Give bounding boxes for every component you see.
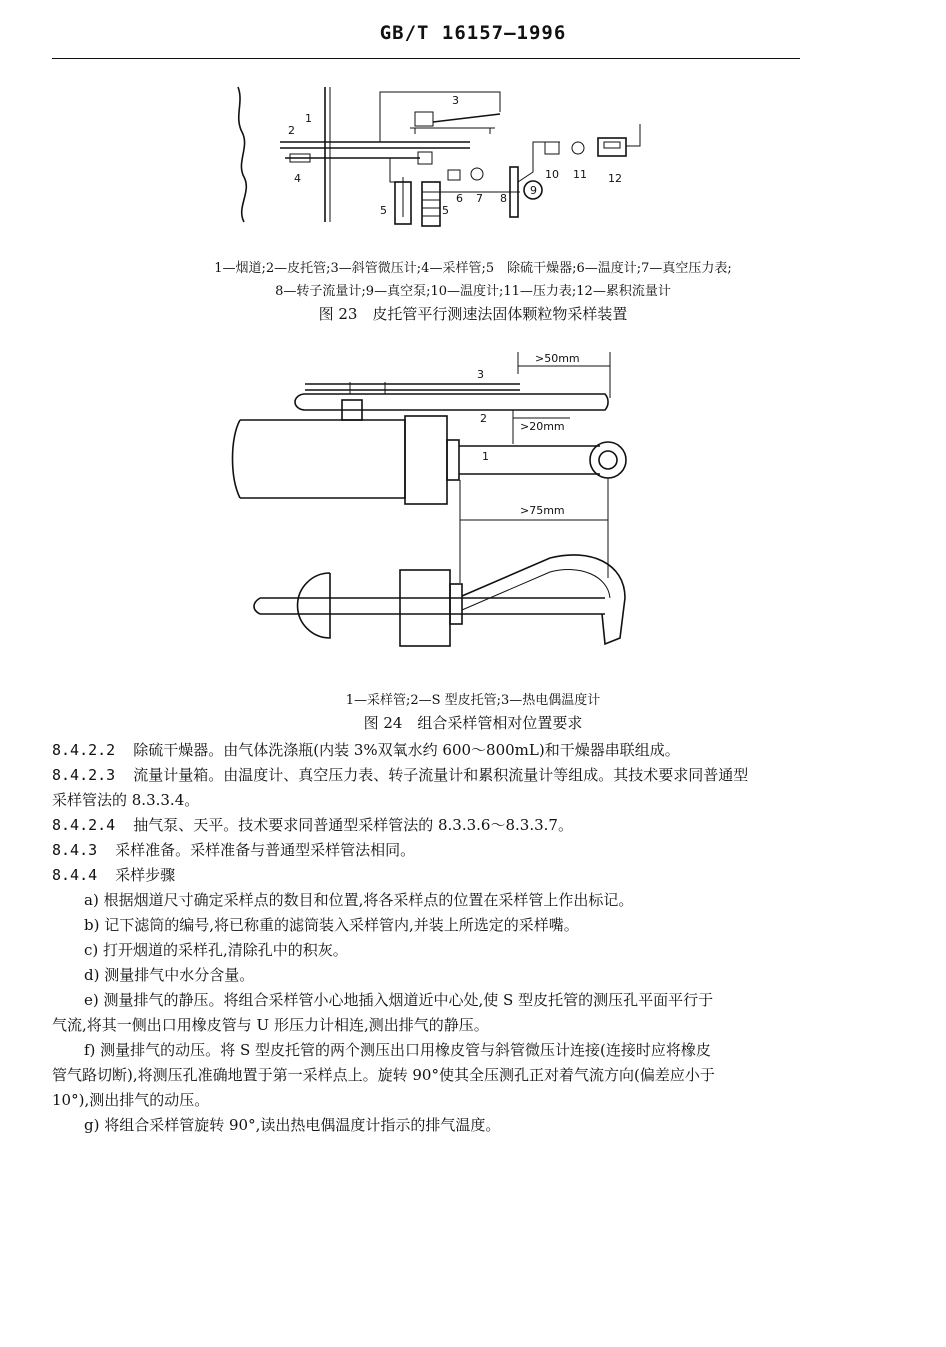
figure-23-title: 图 23 皮托管平行测速法固体颗粒物采样装置 [318, 305, 628, 323]
section-text: 流量计量箱。由温度计、真空压力表、转子流量计和累积流量计等组成。其技术要求同普通型 [133, 766, 749, 784]
step-d: d) 测量排气中水分含量。 [84, 966, 255, 984]
section-text: 抽气泵、天平。技术要求同普通型采样管法的 8.3.3.6～8.3.3.7。 [133, 816, 573, 834]
fig23-label-7: 7 [476, 192, 483, 205]
step-f-cont2: 10°),测出排气的动压。 [52, 1091, 210, 1109]
fig23-label-10: 10 [545, 168, 559, 181]
section-8-4-2-3-cont: 采样管法的 8.3.3.4。 [52, 791, 200, 809]
section-8-4-4 [52, 863, 802, 888]
step-e: e) 测量排气的静压。将组合采样管小心地插入烟道近中心处,使 S 型皮托管的测压孔平面平行于 [84, 991, 714, 1009]
step-f-cont: 管气路切断),将测压孔准确地置于第一采样点上。旋转 90°使其全压测孔正对着气流方向(偏差应小于 [52, 1066, 715, 1084]
fig24-label-2: 2 [480, 412, 487, 425]
section-8-4-2-3 [52, 763, 802, 788]
fig23-label-4: 4 [294, 172, 301, 185]
fig23-label-12: 12 [608, 172, 622, 185]
page-header: GB/T 16157—1996 [379, 22, 567, 44]
step-e-cont: 气流,将其一侧出口用橡皮管与 U 形压力计相连,测出排气的静压。 [52, 1016, 489, 1034]
fig23-label-8: 8 [500, 192, 507, 205]
section-number: 8.4.2.4 [52, 816, 116, 834]
figure-24-diagram [230, 348, 660, 678]
step-g: g) 将组合采样管旋转 90°,读出热电偶温度计指示的排气温度。 [84, 1116, 501, 1134]
fig23-label-1: 1 [305, 112, 312, 125]
fig24-label-3: 3 [477, 368, 484, 381]
section-text: 除硫干燥器。由气体洗涤瓶(内装 3%双氧水约 600～800mL)和干燥器串联组成。 [133, 741, 680, 759]
section-number: 8.4.2.3 [52, 766, 116, 784]
figure-24-legend: 1—采样管;2—S 型皮托管;3—热电偶温度计 [345, 693, 601, 708]
step-b: b) 记下滤筒的编号,将已称重的滤筒装入采样管内,并装上所选定的采样嘴。 [84, 916, 579, 934]
section-8-4-3 [52, 838, 802, 863]
figure-24-title: 图 24 组合采样管相对位置要求 [363, 714, 583, 732]
figure-23-diagram [230, 82, 660, 232]
step-f: f) 测量排气的动压。将 S 型皮托管的两个测压出口用橡皮管与斜管微压计连接(连接时应将橡皮 [84, 1041, 711, 1059]
section-text: 采样步骤 [115, 866, 176, 884]
step-a: a) 根据烟道尺寸确定采样点的数目和位置,将各采样点的位置在采样管上作出标记。 [84, 891, 634, 909]
fig23-label-5a: 5 [380, 204, 387, 217]
section-text: 采样准备。采样准备与普通型采样管法相同。 [115, 841, 416, 859]
flue-wall-left [238, 87, 246, 222]
fig23-label-6: 6 [456, 192, 463, 205]
fig23-label-2: 2 [288, 124, 295, 137]
fig23-label-3: 3 [452, 94, 459, 107]
figure-23-legend-line2: 8—转子流量计;9—真空泵;10—温度计;11—压力表;12—累积流量计 [275, 284, 671, 299]
fig23-label-5b: 5 [442, 204, 449, 217]
section-number: 8.4.3 [52, 841, 98, 859]
header-rule [52, 58, 800, 59]
section-number: 8.4.2.2 [52, 741, 116, 759]
fig23-label-9: 9 [530, 184, 537, 197]
fig24-label-1: 1 [482, 450, 489, 463]
section-number: 8.4.4 [52, 866, 98, 884]
fig24-dim-75: >75mm [520, 504, 565, 517]
section-8-4-2-4 [52, 813, 802, 838]
step-c: c) 打开烟道的采样孔,清除孔中的积灰。 [84, 941, 348, 959]
fig24-dim-50: >50mm [535, 352, 580, 365]
section-8-4-2-2 [52, 738, 802, 763]
fig23-label-11: 11 [573, 168, 587, 181]
figure-23-legend-line1: 1—烟道;2—皮托管;3—斜管微压计;4—采样管;5 除硫干燥器;6—温度计;7—真空压力表; [214, 261, 732, 276]
fig24-dim-20: >20mm [520, 420, 565, 433]
